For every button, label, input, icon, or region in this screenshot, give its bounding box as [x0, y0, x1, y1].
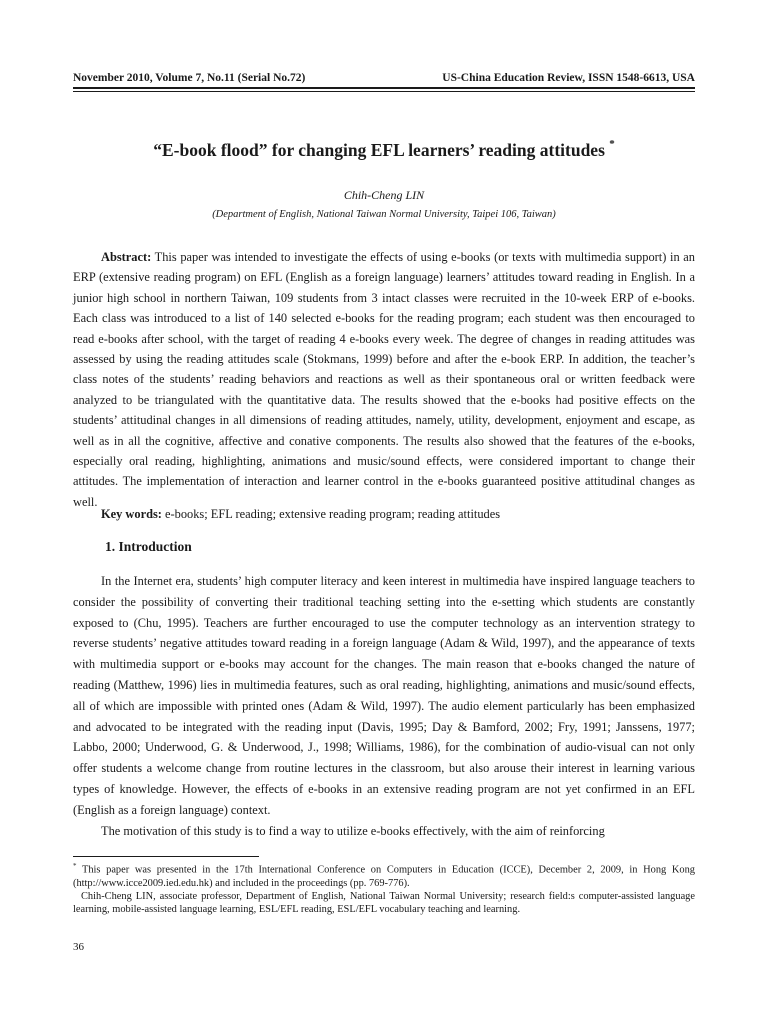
keywords-label: Key words:: [101, 507, 162, 521]
journal-issue: November 2010, Volume 7, No.11 (Serial No.72): [73, 72, 306, 84]
keywords-text: e-books; EFL reading; extensive reading program; reading attitudes: [161, 507, 501, 521]
section-heading: 1. Introduction: [105, 539, 192, 554]
footnote-conference: This paper was presented in the 17th International Conference on Computers in Education (ICCE), December 2, 2009, in Hong Kong (http://www.icce2009.ied.edu.hk) and included in the proceedings (pp. 769-776).: [73, 864, 695, 889]
author-name: Chih-Cheng LIN: [343, 188, 425, 202]
abstract-label: Abstract:: [101, 250, 152, 264]
paper-page: [73, 0, 695, 1024]
header-rule: [73, 87, 695, 89]
paper-title: [73, 135, 695, 161]
footnote-rule: [73, 856, 259, 857]
footnote-author: Chih-Cheng LIN, associate professor, Department of English, National Taiwan Normal University; research field:s computer-assisted language learning, mobile-assisted language learning, ESL/EFL reading, ESL/EFL vocabulary teaching and learning.: [73, 890, 695, 916]
running-header: [73, 71, 695, 85]
footnote-mark: *: [73, 862, 77, 870]
author-affiliation: (Department of English, National Taiwan Normal University, Taipei 106, Taiwan): [212, 209, 556, 220]
title-footnote-mark: *: [609, 138, 615, 150]
introduction-body: [73, 571, 695, 841]
abstract: [73, 247, 695, 512]
abstract-text: This paper was intended to investigate the effects of using e-books (or texts with multimedia support) in an ERP (extensive reading program) on EFL (English as a foreign language) learners’ attitudes toward reading in English. In a junior high school in northern Taiwan, 109 students from 3 intact classes were recruited in the 10-week ERP of e-books. Each class was introduced to a list of 140 selected e-books for the reading program; each student was then encouraged to read e-books after school, with the target of reading 4 e-books every week. The degree of changes in reading attitudes was assessed by using the reading attitudes scale (Stokmans, 1999) before and after the e-book ERP. In addition, the teacher’s class notes of the students’ reading behaviors and reactions as well as their spontaneous oral or written feedback were analyzed to be triangulated with the quantitative data. The results showed that the e-books had positive effects on the students’ attitudinal changes in all dimensions of reading attitudes, namely, utility, development, enjoyment and escape, as well as in all the cognitive, affective and conative components. The results also showed that the features of the e-books, especially oral reading, highlighting, animations and music/sound effects, were considered important to change their attitudes. The implementation of interaction and learner control in the e-books guaranteed positive attitudinal changes as well.: [73, 250, 695, 509]
footnotes: [73, 860, 695, 916]
paper-title-text: “E-book flood” for changing EFL learners’ reading attitudes: [153, 139, 605, 160]
keywords: [73, 505, 695, 523]
header-rule-secondary: [73, 91, 695, 92]
paragraph: The motivation of this study is to find a way to utilize e-books effectively, with the aim of reinforcing: [101, 823, 605, 838]
page-number: 36: [73, 941, 84, 953]
journal-name: US-China Education Review, ISSN 1548-6613, USA: [442, 72, 695, 84]
paragraph: In the Internet era, students’ high computer literacy and keen interest in multimedia have inspired language teachers to consider the possibility of converting their traditional teaching setting into the e-setting which students are constantly exposed to (Chu, 1995). Teachers are further encouraged to use the computer technology as an intervention strategy to reverse students’ negative attitudes toward reading in a foreign language (Adam & Wild, 1997), and the appearance of texts with multimedia support or e-books may account for the changes. The main reason that e-books changed the nature of reading (Matthew, 1996) lies in multimedia features, such as oral reading, highlighting, animations and music/sound effects, all of which are impossible with printed ones (Adam & Wild, 1997). The audio element particularly has been emphasized and advocated to be integrated with the reading input (Davis, 1995; Day & Bamford, 2002; Fry, 1991; Janssens, 1977; Labbo, 2000; Underwood, G. & Underwood, J., 1998; Williams, 1986), for the combination of audio-visual can not only offer students a welcome change from routine lectures in the classroom, but also arouse their interest in learning various types of knowledge. However, the effects of e-books in an extensive reading program are not yet confirmed in an EFL (English as a foreign language) context.: [73, 574, 695, 817]
